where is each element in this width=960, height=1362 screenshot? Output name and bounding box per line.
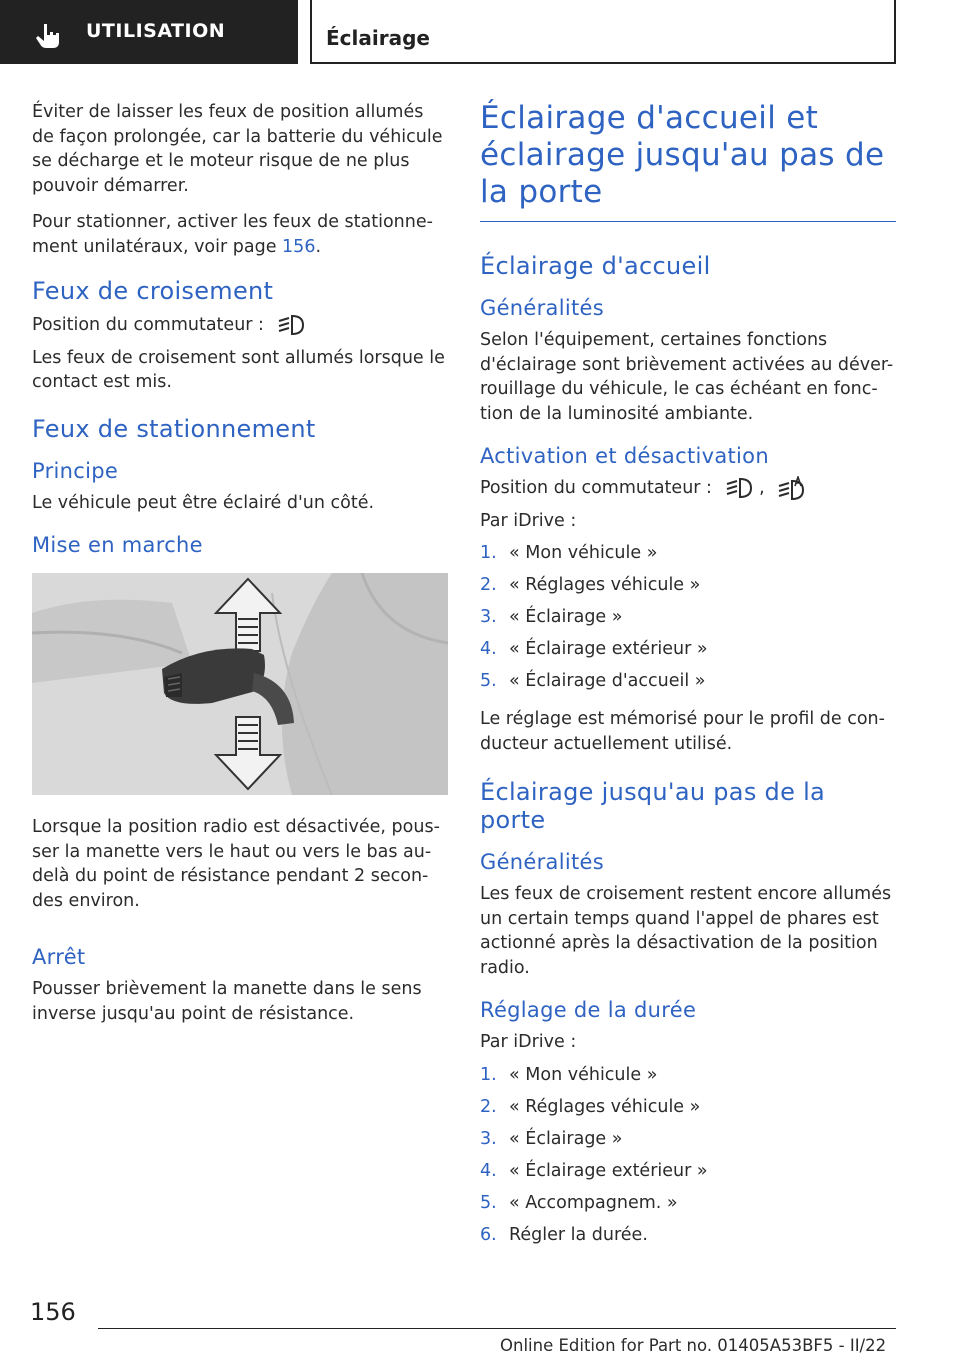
page-number: 156	[30, 1298, 76, 1326]
parking-end: .	[315, 236, 322, 257]
list-item: 5. « Éclairage d'accueil »	[480, 671, 706, 691]
activation-switch-label: Position du commutateur :	[480, 478, 712, 498]
switch-off-text: Pousser brièvement la manette dans le sens inverse jusqu'au point de résistance.	[32, 979, 422, 1024]
stalk-drawing	[32, 573, 448, 795]
heading-low-beam: Feux de croisement	[32, 277, 274, 305]
activation-separator: ,	[759, 478, 765, 498]
heading-principle: Principe	[32, 458, 119, 483]
section-label: UTILISATION	[86, 20, 226, 42]
list-item: 6. Régler la durée.	[480, 1224, 648, 1245]
left-column	[32, 100, 448, 1038]
heading-general-1: Généralités	[480, 296, 604, 320]
low-beam-text: Les feux de croisement sont allumés lorsque le contact est mis.	[32, 347, 445, 392]
memo-text: Le réglage est mémorisé pour le profil de con-ducteur actuellement utilisé.	[480, 709, 885, 754]
heading-activation: Activation et désactivation	[480, 444, 769, 468]
low-beam-icon	[276, 313, 306, 337]
page-title: Éclairage	[326, 26, 430, 50]
heading-switch-off: Arrêt	[32, 945, 86, 969]
steps-list-1	[480, 537, 896, 697]
heading-welcome-lighting: Éclairage d'accueil et éclairage jusqu'au pas de la porte	[480, 100, 896, 222]
right-column	[480, 100, 896, 1261]
heading-duration: Réglage de la durée	[480, 998, 697, 1022]
footer-edition: Online Edition for Part no. 01405A53BF5 - II/22	[500, 1336, 887, 1355]
parking-paragraph	[32, 210, 448, 259]
intro-paragraph: Éviter de laisser les feux de position allumés de façon prolongée, car la batterie du véhicule se décharge et le moteur risque de ne plus pouvoir démarrer.	[32, 102, 443, 196]
list-item: 3. « Éclairage »	[480, 1128, 623, 1149]
hand-pointer-icon	[30, 22, 66, 50]
footer-divider	[98, 1328, 896, 1329]
list-item: 2. « Réglages véhicule »	[480, 575, 701, 595]
general-1-text: Selon l'équipement, certaines fonctions d'éclairage sont brièvement activées au déver-rouillage du véhicule, le cas échéant en fonc-tion de la luminosité ambiante.	[480, 330, 894, 424]
parking-text: Pour stationner, activer les feux de stationne-ment unilatéraux, voir page	[32, 212, 433, 257]
idrive-label-2: Par iDrive :	[480, 1032, 577, 1052]
heading-welcome-light: Éclairage d'accueil	[480, 252, 711, 280]
list-item: 2. « Réglages véhicule »	[480, 1096, 701, 1117]
activation-switch-position	[480, 476, 896, 501]
general-2-text: Les feux de croisement restent encore allumés un certain temps quand l'appel de phares est actionné après la désactivation de la position radio.	[480, 884, 892, 978]
list-item: 1. « Mon véhicule »	[480, 1064, 658, 1085]
list-item: 3. « Éclairage »	[480, 607, 623, 627]
heading-door-light: Éclairage jusqu'au pas de la porte	[480, 778, 826, 834]
principle-text: Le véhicule peut être éclairé d'un côté.	[32, 492, 375, 513]
switch-position-label: Position du commutateur :	[32, 315, 264, 335]
low-beam-switch-position	[32, 313, 448, 338]
list-item: 4. « Éclairage extérieur »	[480, 639, 708, 659]
list-item: 1. « Mon véhicule »	[480, 543, 658, 563]
auto-headlight-icon	[776, 476, 806, 500]
heading-parking-lights: Feux de stationnement	[32, 414, 316, 443]
switch-on-text: Lorsque la position radio est désactivée, pous-ser la manette vers le haut ou vers le bas au-delà du point de résistance pendant 2 secon-des environ.	[32, 817, 440, 911]
header-title-box	[310, 0, 896, 64]
list-item: 4. « Éclairage extérieur »	[480, 1160, 708, 1181]
stalk-illustration	[32, 573, 448, 795]
idrive-label-1: Par iDrive :	[480, 510, 577, 531]
page-link[interactable]: 156	[282, 236, 316, 257]
steps-list-2	[480, 1059, 896, 1251]
heading-switch-on: Mise en marche	[32, 533, 203, 557]
header-section-tab	[0, 0, 298, 64]
low-beam-icon	[724, 476, 754, 500]
heading-general-2: Généralités	[480, 850, 604, 874]
list-item: 5. « Accompagnem. »	[480, 1192, 678, 1213]
